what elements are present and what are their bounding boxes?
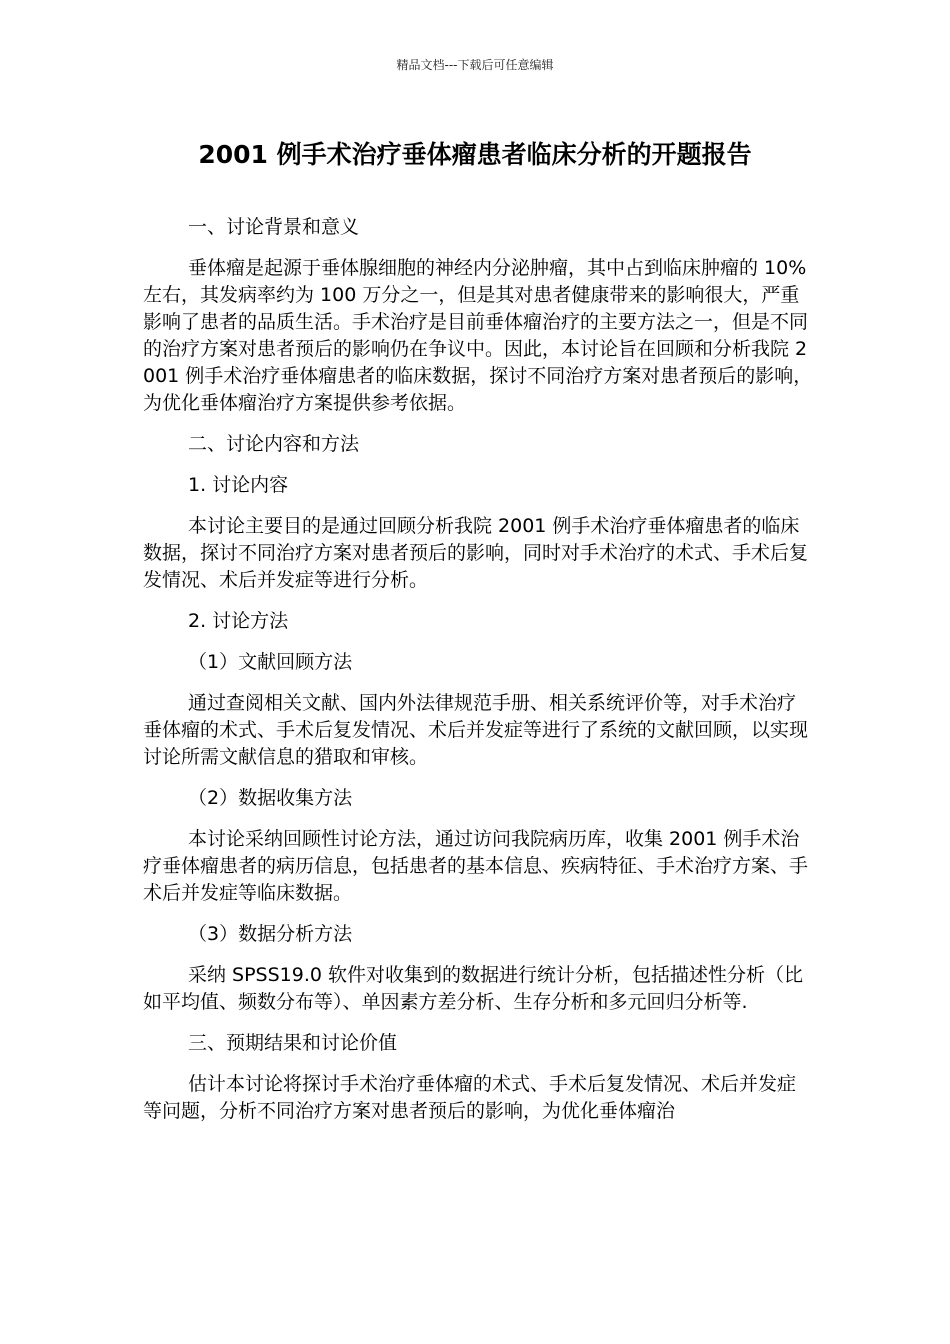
- paragraph: 采纳 SPSS19.0 软件对收集到的数据进行统计分析，包括描述性分析（比如平均值、频数分布等）、单因素方差分析、生存分析和多元回归分析等.: [143, 964, 804, 1013]
- paragraph: 估计本讨论将探讨手术治疗垂体瘤的术式、手术后复发情况、术后并发症等问题，分析不同治疗方案对患者预后的影响，为优化垂体瘤治: [143, 1073, 797, 1122]
- paragraph: 通过查阅相关文献、国内外法律规范手册、相关系统评价等，对手术治疗垂体瘤的术式、手术后复发情况、术后并发症等进行了系统的文献回顾，以实现讨论所需文献信息的猎取和审核。: [143, 692, 809, 768]
- method-heading: （1）文献回顾方法: [188, 651, 353, 673]
- subsection-heading: 1. 讨论内容: [188, 474, 289, 496]
- section-heading: 三、预期结果和讨论价值: [188, 1032, 398, 1054]
- header-note: 精品文档---下载后可任意编辑: [396, 58, 554, 72]
- method-heading: （3）数据分析方法: [188, 923, 353, 945]
- section-heading: 一、讨论背景和意义: [188, 216, 360, 238]
- paragraph: 本讨论主要目的是通过回顾分析我院 2001 例手术治疗垂体瘤患者的临床数据，探讨不同治疗方案对患者预后的影响，同时对手术治疗的术式、手术后复发情况、术后并发症等进行分析。: [143, 515, 809, 591]
- document-title: 2001 例手术治疗垂体瘤患者临床分析的开题报告: [198, 140, 752, 169]
- document-body: [143, 214, 813, 1139]
- paragraph: 本讨论采纳回顾性讨论方法，通过访问我院病历库，收集 2001 例手术治疗垂体瘤患者的病历信息，包括患者的基本信息、疾病特征、手术治疗方案、手术后并发症等临床数据。: [143, 828, 809, 904]
- subsection-heading: 2. 讨论方法: [188, 610, 289, 632]
- section-heading: 二、讨论内容和方法: [188, 433, 360, 455]
- method-heading: （2）数据收集方法: [188, 787, 353, 809]
- paragraph: 垂体瘤是起源于垂体腺细胞的神经内分泌肿瘤，其中占到临床肿瘤的 10%左右，其发病率约为 100 万分之一，但是其对患者健康带来的影响很大，严重影响了患者的品质生活。手术治疗是目前垂体瘤治疗的主要方法之一，但是不同的治疗方案对患者预后的影响仍在争议中。因此，本讨论旨在回顾和分析我院 2001 例手术治疗垂体瘤患者的临床数据，探讨不同治疗方案对患者预后的影响，为优化垂体瘤治疗方案提供参考依据。: [143, 257, 813, 414]
